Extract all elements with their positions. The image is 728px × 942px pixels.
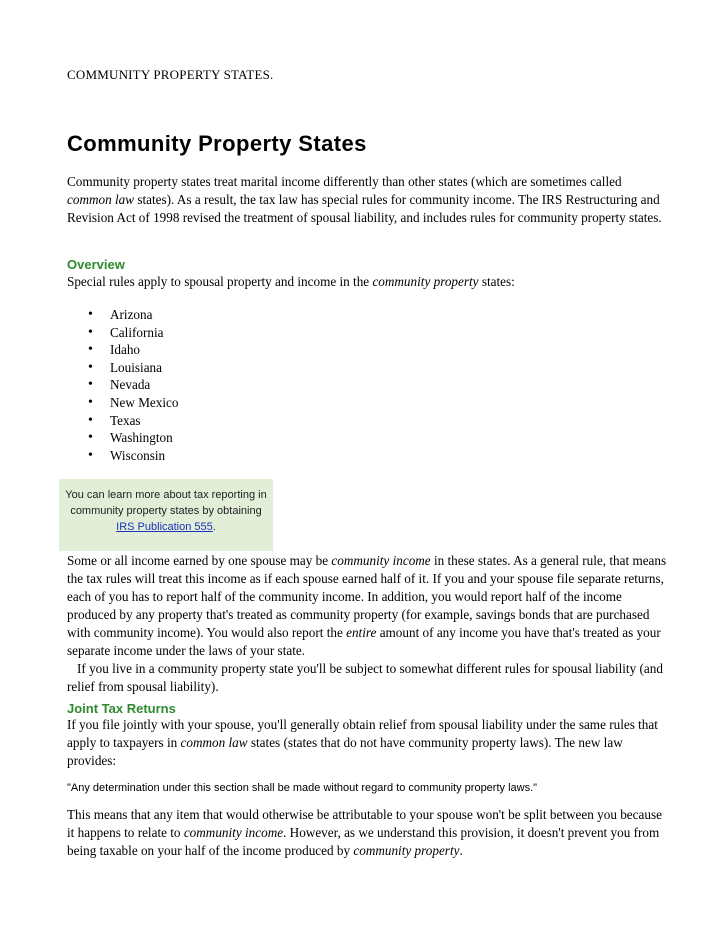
sidebar-end: . [212, 521, 216, 533]
bullet-icon: • [88, 430, 93, 446]
state-name: Texas [110, 412, 141, 428]
document-header: COMMUNITY PROPERTY STATES. [67, 67, 274, 82]
list-item [67, 447, 178, 465]
state-name: Nevada [110, 377, 151, 393]
joint-paragraph [67, 716, 667, 770]
state-name: New Mexico [110, 394, 179, 410]
state-name: Washington [110, 430, 173, 446]
list-item [67, 359, 178, 377]
closing-paragraph [67, 806, 667, 860]
publication-sidebar [59, 479, 273, 551]
closing-text-1: This means that any item that would otherwise be attributable to your spouse won't be split between you because it happens to relate to [67, 807, 662, 840]
state-name: Arizona [110, 307, 153, 322]
state-name: California [110, 324, 164, 340]
overview-heading: Overview [67, 257, 125, 272]
state-name: Louisiana [110, 359, 163, 375]
list-item [67, 412, 178, 430]
income-emphasis-1: community income [331, 553, 431, 568]
list-item [67, 429, 178, 447]
list-item [67, 341, 178, 359]
joint-returns-heading: Joint Tax Returns [67, 701, 176, 716]
page-title: Community Property States [67, 131, 367, 156]
sidebar-text: You can learn more about tax reporting in community property states by obtaining [65, 489, 267, 517]
closing-emphasis-1: community income [183, 825, 284, 840]
bullet-icon: • [88, 394, 93, 410]
income-text-3: amount of any income you have that's treated as your separate income under the laws of your state. [67, 625, 661, 658]
state-name: Idaho [110, 342, 141, 358]
joint-text-2: states (states that do not have community property laws). The new law provides: [67, 735, 623, 768]
bullet-icon: • [88, 377, 93, 393]
overview-paragraph [67, 273, 667, 291]
bullet-icon: • [88, 447, 93, 463]
bullet-icon: • [88, 342, 93, 358]
overview-emphasis: community property [372, 274, 479, 289]
law-quote: "Any determination under this section shall be made without regard to community property laws." [67, 782, 538, 794]
income-emphasis-2: entire [346, 625, 377, 640]
irs-publication-link[interactable]: IRS Publication 555 [116, 521, 213, 533]
income-text-4: If you live in a community property state you'll be subject to somewhat different rules for spousal liability (and relief from spousal liability). [67, 661, 663, 694]
closing-text-2: . However, as we understand this provision, it doesn't prevent you from being taxable on your half of the income produced by [67, 825, 660, 858]
closing-emphasis-2: community property [353, 843, 460, 858]
intro-text-2: states). As a result, the tax law has special rules for community income. The IRS Restructuring and Revision Act of 1998 revised the treatment of spousal liability, and includes rules for community property states. [67, 192, 662, 225]
joint-text-1: If you file jointly with your spouse, you'll generally obtain relief from spousal liability under the same rules that apply to taxpayers in [67, 717, 658, 750]
income-paragraph [67, 552, 667, 696]
bullet-icon: • [88, 324, 93, 340]
list-item [67, 394, 178, 412]
intro-emphasis: common law [67, 192, 135, 207]
closing-text-3: . [459, 843, 463, 858]
bullet-icon: • [88, 359, 93, 375]
list-item [67, 306, 178, 324]
income-text-2: in these states. As a general rule, that means the tax rules will treat this income as if each spouse earned half of it. If you and your spouse file separate returns, each of you has to report half of the community income. In addition, you would report half of the income produced by any property that's treated as community property (for example, savings bonds that are purchased with community income). You would also report the [67, 553, 667, 640]
list-item [67, 324, 178, 342]
intro-text-1: Community property states treat marital income differently than other states (which are sometimes called [67, 174, 622, 189]
income-text-1: Some or all income earned by one spouse may be [67, 553, 332, 568]
bullet-icon: • [88, 307, 93, 322]
list-item [67, 376, 178, 394]
states-list [67, 306, 178, 464]
bullet-icon: • [88, 412, 93, 428]
state-name: Wisconsin [110, 447, 166, 463]
overview-text-2: states: [478, 274, 515, 289]
joint-emphasis: common law [180, 735, 248, 750]
intro-paragraph [67, 173, 667, 227]
overview-text-1: Special rules apply to spousal property and income in the [67, 274, 373, 289]
